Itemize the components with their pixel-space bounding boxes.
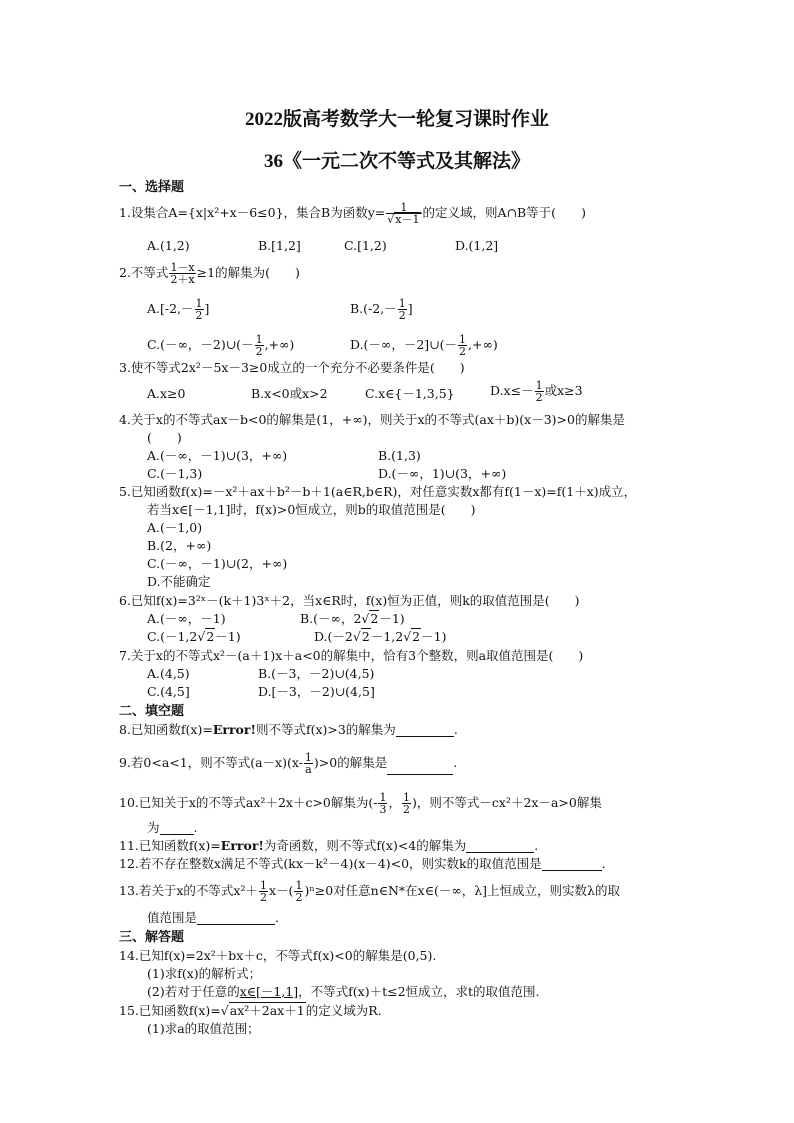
q13-text: 13.若关于x的不等式x²＋ (119, 883, 258, 898)
q15-text-end: 的定义域为R. (305, 1003, 382, 1018)
q14-part-1: (1)求f(x)的解析式； (147, 966, 262, 981)
q7-option-d: D.[－3，－2)∪(4,5] (258, 684, 375, 699)
question-6: 6.已知f(x)=3²ˣ－(k＋1)3ˣ＋2，当x∈R时，f(x)恒为正值，则k的取值范围是( ) (119, 593, 580, 608)
question-5: 5.已知函数f(x)=－x²＋ax＋b²－b＋1(a∈R,b∈R)，对任意实数x都有f(1－x)=f(1＋x)成立， (119, 484, 637, 499)
q2-c-text: C.(－∞，－2)∪(－ (147, 337, 254, 352)
q15-text: 15.已知函数f(x)= (119, 1003, 221, 1018)
q13-n2: 1 (295, 879, 303, 892)
q10-frac-2 (402, 792, 411, 815)
q1-text: 1.设集合A={x|x²+x－6≤0}，集合B为函数y= (119, 205, 386, 220)
q2-a-text: A.[-2,－ (147, 301, 194, 316)
q6-b-radicand: 2 (370, 611, 379, 626)
question-3: 3.使不等式2x²－5x－3≥0成立的一个充分不必要条件是( ) (119, 360, 465, 375)
q2-option-b (350, 298, 413, 321)
question-1 (119, 202, 586, 225)
q2-d-num: 1 (459, 333, 467, 346)
q6-d-end: －1) (421, 629, 447, 644)
q11-text-end: 为奇函数，则不等式f(x)<4的解集为 (263, 838, 467, 853)
q11-text: 11.已知函数f(x)= (119, 838, 221, 853)
q2-option-c (147, 334, 294, 357)
q10-d2: 2 (403, 803, 410, 816)
q8-text: 8.已知函数f(x)= (119, 722, 213, 737)
q13-frac-1 (259, 880, 268, 903)
q10-text: 10.已知关于x的不等式ax²＋2x＋c>0解集为(- (119, 795, 378, 810)
q1-fraction (386, 202, 421, 225)
q1-option-b: B.[1,2] (258, 238, 301, 253)
q2-text-end: ≥1的解集为( ) (196, 265, 300, 280)
question-4: 4.关于x的不等式ax－b<0的解集是(1，+∞)，则关于x的不等式(ax＋b)(x－3)>0的解集是 (119, 412, 625, 427)
q13-period: . (275, 910, 279, 925)
q2-c-num: 1 (255, 333, 263, 346)
q10-period: . (193, 820, 198, 835)
q13-text-end: )ⁿ≥0对任意n∈N*在x∈(－∞，λ]上恒成立，则实数λ的取 (304, 883, 620, 898)
q8-error: Error! (212, 722, 256, 737)
q6-b-end: －1) (379, 611, 405, 626)
page-subtitle: 36《一元二次不等式及其解法》 (263, 151, 530, 172)
q13-range-text: 值范围是 (147, 910, 198, 925)
q11-period: . (534, 838, 539, 853)
q15-radicand: ax²＋2ax＋1 (229, 1003, 305, 1018)
q6-c-end: －1) (215, 629, 241, 644)
q1-radicand: x－1 (395, 213, 420, 226)
q14-p2-end: ，不等式f(x)＋t≤2恒成立，求t的取值范围. (298, 984, 540, 999)
q6-d-radicand-1: 2 (361, 629, 370, 644)
q2-b-close: ] (407, 301, 413, 316)
q2-d-text: D.(－∞，－2]∪(－ (350, 337, 458, 352)
section-heading-choice: 一、选择题 (119, 180, 185, 195)
q1-text-end: 的定义域，则A∩B等于( ) (422, 205, 586, 220)
q13-line-2 (147, 910, 279, 925)
q2-d-half (458, 334, 467, 357)
q1-option-d: D.(1,2] (455, 238, 499, 253)
q13-d2: 2 (295, 891, 303, 904)
q10-n1: 1 (379, 791, 387, 804)
q3-option-b: B.x<0或x>2 (251, 386, 328, 401)
q6-option-c: C.(－1,2√2－1) (147, 629, 241, 644)
q9-text: 9.若0<a<1，则不等式(a－x)(x- (119, 755, 303, 770)
q5-option-c: C.(－∞，－1)∪(2，+∞) (147, 556, 288, 571)
q10-d1: 3 (379, 803, 387, 816)
q2-c-half (255, 334, 264, 357)
q2-a-close: ] (204, 301, 210, 316)
section-heading-solve: 三、解答题 (119, 930, 185, 945)
q2-option-a (147, 298, 209, 321)
q9-den: a (305, 763, 312, 776)
q2-a-half (195, 298, 204, 321)
q2-d-end: ,+∞) (468, 337, 498, 352)
q12-period: . (601, 856, 606, 871)
q15-part-1: (1)求a的取值范围； (147, 1021, 260, 1036)
q2-b-text: B.(-2,－ (350, 301, 397, 316)
q3-option-d (490, 380, 583, 403)
q12-answer-blank (542, 858, 602, 871)
q13-text-mid: x－( (269, 883, 294, 898)
q5-option-d: D.不能确定 (147, 574, 211, 589)
q3-option-a: A.x≥0 (147, 386, 186, 401)
q1-frac-den: √x－1 (387, 213, 420, 226)
q6-c-radicand: 2 (206, 629, 215, 644)
q2-a-den: 2 (195, 309, 203, 322)
q2-option-d (350, 334, 498, 357)
q3-d-half (535, 380, 544, 403)
q2-frac-num: 1－x (170, 261, 195, 274)
section-heading-fill: 二、填空题 (119, 704, 185, 719)
q6-option-a: A.(－∞，－1) (147, 611, 226, 626)
q10-comma: ， (388, 795, 401, 810)
q13-n1: 1 (260, 879, 267, 892)
q2-frac-den: 2＋x (170, 273, 195, 286)
q4-option-b: B.(1,3) (378, 448, 421, 463)
q2-a-num: 1 (195, 297, 203, 310)
q6-option-b: B.(－∞，2√2－1) (300, 611, 405, 626)
q1-frac-num: 1 (386, 202, 421, 214)
q9-fraction (304, 752, 313, 775)
q14-part-2 (147, 984, 540, 999)
q3-d-end: 或x≥3 (544, 383, 583, 398)
q4-option-d: D.(－∞，1)∪(3，+∞) (378, 466, 507, 481)
q5-option-a: A.(－1,0) (147, 520, 203, 535)
q4-option-c: C.(－1,3) (147, 466, 203, 481)
q2-fraction (169, 262, 195, 285)
q6-b-text: B.(－∞，2 (300, 611, 362, 626)
q7-option-b: B.(－3，－2)∪(4,5) (258, 666, 375, 681)
q12-text: 12.若不存在整数x满足不等式(kx－k²－4)(x－4)<0，则实数k的取值范围是 (119, 856, 542, 871)
q9-answer-blank (387, 762, 453, 775)
q2-c-end: ,+∞) (264, 337, 295, 352)
question-10 (119, 792, 602, 815)
q1-option-a: A.(1,2) (147, 238, 190, 253)
q6-d-radicand-2: 2 (412, 629, 421, 644)
q2-c-den: 2 (255, 345, 263, 358)
q2-b-half (398, 298, 407, 321)
q5-option-b: B.(2，+∞) (147, 538, 212, 553)
q6-c-text: C.(－1,2 (147, 629, 198, 644)
page-title: 2022版高考数学大一轮复习课时作业 (244, 109, 549, 130)
question-9 (119, 752, 457, 775)
question-15: 15.已知函数f(x)=√ax²＋2ax＋1的定义域为R. (119, 1003, 382, 1018)
q5-line-2: 若当x∈[－1,1]时，f(x)>0恒成立，则b的取值范围是( ) (147, 502, 476, 517)
q13-answer-blank (197, 912, 275, 925)
q10-line-2 (147, 820, 198, 835)
q9-period: . (453, 755, 458, 770)
q2-b-num: 1 (398, 297, 406, 310)
q14-p2-text: (2)若对于任意的 (147, 984, 240, 999)
q3-d-text: D.x≤－ (490, 383, 534, 398)
q13-d1: 2 (260, 891, 267, 904)
q2-d-den: 2 (459, 345, 467, 358)
q13-frac-2 (294, 880, 303, 903)
question-2 (119, 262, 300, 285)
q1-option-c: C.[1,2) (344, 238, 387, 253)
question-12 (119, 856, 606, 871)
q9-num: 1 (304, 751, 312, 764)
q11-answer-blank (466, 840, 534, 853)
q2-b-den: 2 (398, 309, 406, 322)
q6-d-text: D.(－2 (314, 629, 353, 644)
q4-option-a: A.(－∞，－1)∪(3，+∞) (147, 448, 288, 463)
question-11 (119, 838, 538, 853)
question-14: 14.已知f(x)=2x²＋bx＋c，不等式f(x)<0的解集是(0,5). (119, 948, 437, 963)
q3-d-den: 2 (535, 391, 543, 404)
q8-text-end: 则不等式f(x)>3的解集为 (255, 722, 396, 737)
q8-period: . (453, 722, 458, 737)
q6-option-d: D.(－2√2－1,2√2－1) (314, 629, 447, 644)
q11-error: Error! (220, 838, 264, 853)
q10-n2: 1 (403, 791, 410, 804)
q6-d-mid: －1,2 (370, 629, 404, 644)
q3-d-num: 1 (535, 379, 543, 392)
q10-answer-blank (160, 822, 194, 835)
q10-frac-1 (378, 792, 387, 815)
q10-wei: 为 (147, 820, 160, 835)
q3-option-c: C.x∈{－1,3,5} (365, 386, 455, 401)
q7-option-c: C.(4,5] (147, 684, 190, 699)
q2-text: 2.不等式 (119, 265, 169, 280)
q10-text-end: )，则不等式－cx²＋2x－a>0解集 (412, 795, 602, 810)
q8-answer-blank (396, 724, 454, 737)
q9-text-end: )>0的解集是 (313, 755, 388, 770)
q4-paren: ( ) (147, 430, 182, 445)
q7-option-a: A.(4,5) (147, 666, 190, 681)
question-8 (119, 722, 458, 737)
q14-p2-underlined: x∈[－1,1] (239, 984, 299, 999)
question-7: 7.关于x的不等式x²－(a＋1)x＋a<0的解集中，恰有3个整数，则a取值范围是( ) (119, 648, 584, 663)
question-13 (119, 880, 620, 903)
